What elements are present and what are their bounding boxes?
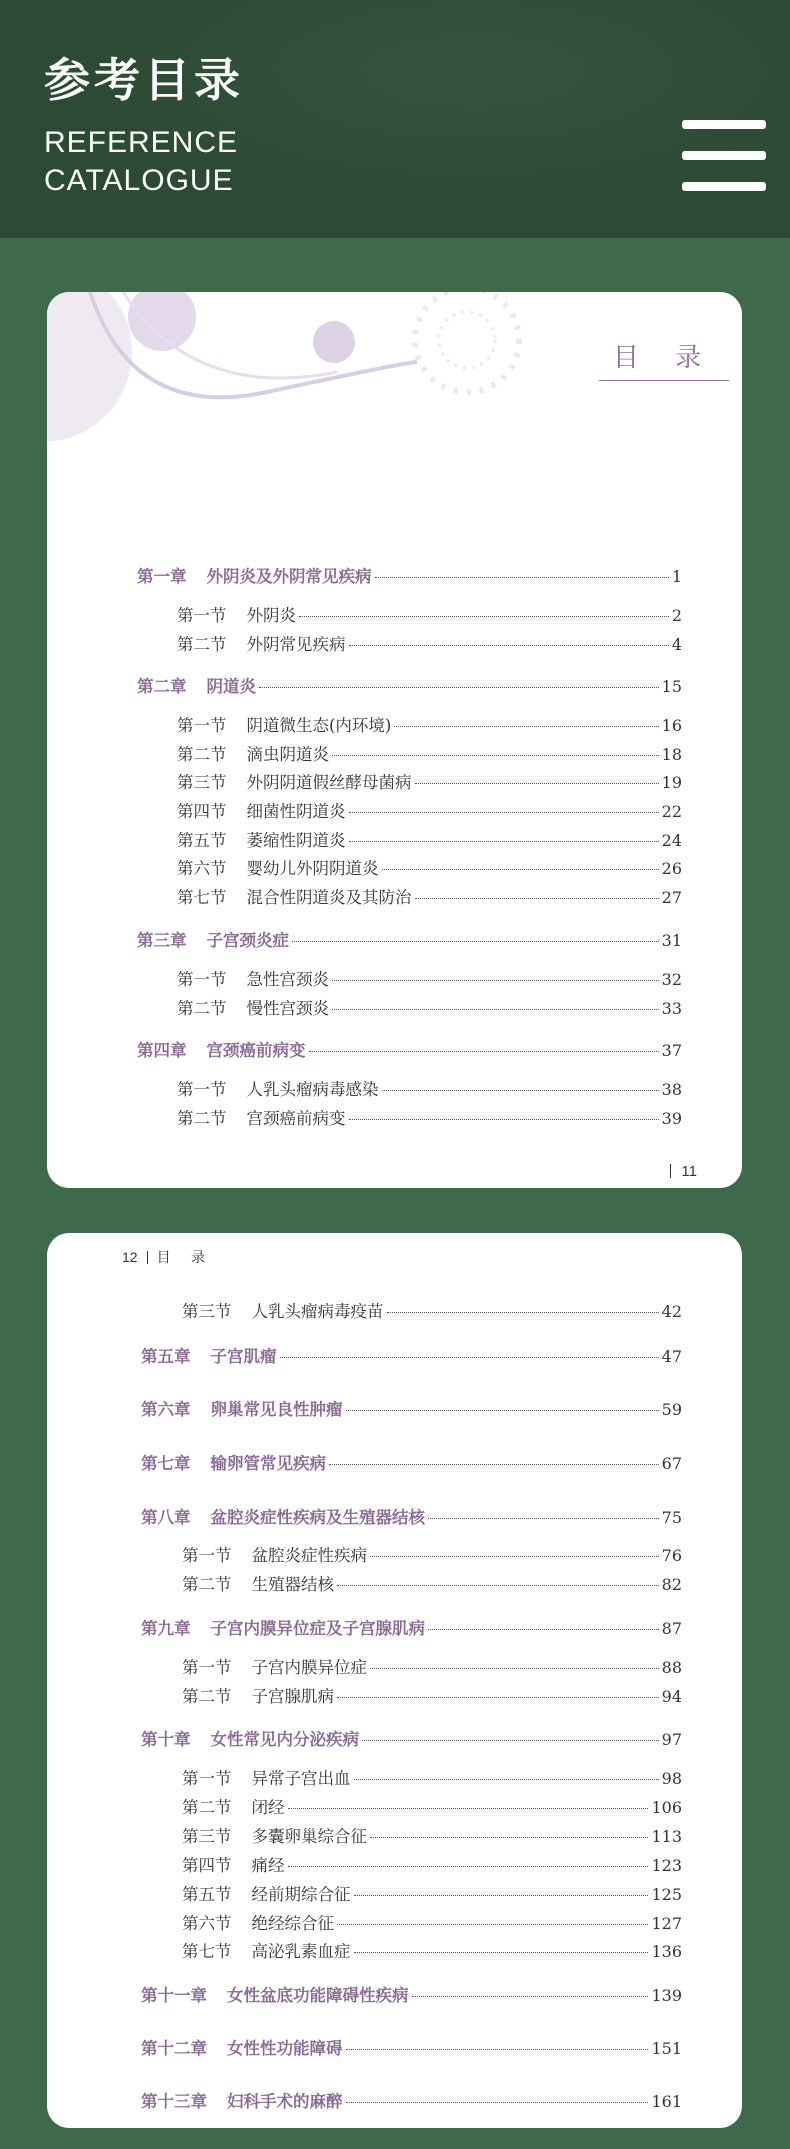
entry-label [141, 1450, 326, 1474]
toc-section-entry[interactable] [182, 1823, 682, 1847]
entry-number: 第五章 [141, 1347, 191, 1366]
entry-number: 第六章 [141, 1400, 191, 1419]
toc-section-entry[interactable] [182, 1938, 682, 1962]
entry-page: 42 [661, 1302, 682, 1321]
dot-leader [370, 1556, 659, 1557]
entry-title: 婴幼儿外阴阴道炎 [246, 859, 379, 878]
toc-section-entry[interactable] [177, 712, 682, 736]
entry-title: 高泌乳素血症 [251, 1942, 351, 1961]
entry-number: 第七节 [182, 1942, 232, 1961]
toc-section-entry[interactable] [182, 1881, 682, 1905]
entry-title: 外阴炎 [246, 606, 296, 625]
entry-label [141, 2088, 343, 2112]
title-english [44, 124, 238, 200]
entry-label [177, 966, 329, 990]
entry-label [177, 827, 346, 851]
entry-title: 人乳头瘤病毒疫苗 [251, 1302, 384, 1321]
entry-label [182, 1794, 285, 1818]
entry-title: 急性宫颈炎 [246, 970, 329, 989]
entry-label [137, 927, 289, 951]
running-head [122, 1247, 213, 1267]
entry-label [141, 1615, 425, 1639]
entry-page: 1 [671, 567, 682, 586]
entry-number: 第六节 [182, 1914, 232, 1933]
dot-leader [280, 1357, 659, 1358]
toc-chapter-entry[interactable] [137, 563, 682, 587]
dot-leader [288, 1866, 649, 1867]
entry-page: 32 [661, 970, 682, 989]
toc-chapter-entry[interactable] [141, 1504, 682, 1528]
entry-number: 第二节 [177, 1109, 227, 1128]
entry-title: 妇科手术的麻醉 [227, 2092, 343, 2111]
page-number: 12 [122, 1249, 138, 1265]
dot-leader [354, 1895, 649, 1896]
entry-number: 第八章 [141, 1508, 191, 1527]
entry-page: 16 [661, 716, 682, 735]
toc-section-entry[interactable] [182, 1794, 682, 1818]
entry-title: 女性常见内分泌疾病 [210, 1730, 359, 1749]
entry-title: 宫颈癌前病变 [206, 1041, 306, 1060]
entry-title: 输卵管常见疾病 [210, 1454, 326, 1473]
entry-label [141, 1982, 409, 2006]
entry-number: 第一节 [177, 716, 227, 735]
dot-leader [346, 2049, 649, 2050]
toc-chapter-entry[interactable] [137, 1037, 682, 1061]
dot-leader [337, 1924, 648, 1925]
entry-title: 子宫肌瘤 [210, 1347, 277, 1366]
entry-label [141, 2035, 343, 2059]
entry-page: 161 [651, 2092, 682, 2111]
entry-label [177, 769, 412, 793]
dot-leader [346, 1410, 659, 1411]
entry-page: 18 [661, 745, 682, 764]
entry-page: 33 [661, 999, 682, 1018]
entry-number: 第二节 [182, 1575, 232, 1594]
entry-label [182, 1654, 367, 1678]
entry-number: 第二节 [177, 635, 227, 654]
toc-chapter-entry[interactable] [141, 1343, 682, 1367]
entry-title: 宫颈癌前病变 [246, 1109, 346, 1128]
toc-section-entry[interactable] [177, 602, 682, 626]
entry-number: 第一节 [182, 1546, 232, 1565]
entry-page: 38 [661, 1080, 682, 1099]
entry-title: 外阴阴道假丝酵母菌病 [246, 773, 412, 792]
toc-section-entry[interactable] [182, 1542, 682, 1566]
toc-chapter-entry[interactable] [137, 927, 682, 951]
entry-label [182, 1938, 351, 1962]
dot-leader [382, 869, 659, 870]
entry-number: 第二节 [177, 999, 227, 1018]
toc-section-entry[interactable] [177, 995, 682, 1019]
entry-number: 第九章 [141, 1619, 191, 1638]
toc-chapter-entry[interactable] [141, 1615, 682, 1639]
entry-number: 第五节 [182, 1885, 232, 1904]
dot-leader [428, 1629, 659, 1630]
entry-label [177, 631, 346, 655]
entry-page: 67 [661, 1454, 682, 1473]
toc-page-11 [47, 292, 742, 1188]
entry-label [177, 995, 329, 1019]
entry-title: 外阴炎及外阴常见疾病 [206, 567, 372, 586]
toc-page-12 [47, 1233, 742, 2128]
entry-number: 第十二章 [141, 2039, 207, 2058]
entry-label [177, 1076, 379, 1100]
entry-title: 外阴常见疾病 [246, 635, 346, 654]
dot-leader [382, 1090, 659, 1091]
toc-section-entry[interactable] [177, 798, 682, 822]
entry-title: 细菌性阴道炎 [246, 802, 346, 821]
entry-number: 第三节 [182, 1827, 232, 1846]
dot-leader [349, 645, 669, 646]
dot-leader [288, 1808, 649, 1809]
entry-page: 151 [651, 2039, 682, 2058]
entry-label [182, 1765, 351, 1789]
entry-page: 82 [661, 1575, 682, 1594]
entry-title: 阴道炎 [206, 677, 256, 696]
entry-page: 22 [661, 802, 682, 821]
dot-leader [309, 1051, 659, 1052]
entry-number: 第一节 [177, 606, 227, 625]
page-header [0, 0, 790, 238]
entry-label [177, 855, 379, 879]
entry-number: 第一节 [177, 1080, 227, 1099]
toc-section-entry[interactable] [177, 855, 682, 879]
dot-leader [370, 1837, 648, 1838]
entry-page: 39 [661, 1109, 682, 1128]
toc-section-entry[interactable] [182, 1852, 682, 1876]
entry-title: 子宫内膜异位症及子宫腺肌病 [210, 1619, 425, 1638]
entry-number: 第一节 [177, 970, 227, 989]
entry-title: 痛经 [251, 1856, 285, 1875]
toc-chapter-entry[interactable] [141, 2088, 682, 2112]
toc-section-entry[interactable] [177, 966, 682, 990]
entry-number: 第六节 [177, 859, 227, 878]
entry-label [177, 741, 329, 765]
entry-number: 第一节 [182, 1658, 232, 1677]
entry-title: 子宫腺肌病 [251, 1687, 334, 1706]
entry-page: 127 [651, 1914, 682, 1933]
entry-label [141, 1726, 359, 1750]
toc-chapter-entry[interactable] [141, 2035, 682, 2059]
entry-number: 第二节 [177, 745, 227, 764]
dot-leader [375, 577, 669, 578]
entry-title: 人乳头瘤病毒感染 [246, 1080, 379, 1099]
toc-section-entry[interactable] [182, 1571, 682, 1595]
entry-number: 第七章 [141, 1454, 191, 1473]
dot-leader [346, 2102, 649, 2103]
dot-leader [370, 1668, 659, 1669]
toc-chapter-entry[interactable] [137, 673, 682, 697]
dot-leader [292, 941, 659, 942]
entry-label [182, 1298, 384, 1322]
entry-label [137, 563, 372, 587]
entry-page: 87 [661, 1619, 682, 1638]
toc-section-entry[interactable] [182, 1765, 682, 1789]
toc-section-entry[interactable] [182, 1654, 682, 1678]
entry-page: 123 [651, 1856, 682, 1875]
entry-page: 76 [661, 1546, 682, 1565]
entry-title: 生殖器结核 [251, 1575, 334, 1594]
entry-page: 31 [661, 931, 682, 950]
entry-number: 第三章 [137, 931, 187, 950]
dot-leader [349, 812, 659, 813]
page-number: 11 [670, 1163, 697, 1180]
dot-leader [394, 726, 658, 727]
entry-number: 第五节 [177, 831, 227, 850]
entry-page: 15 [661, 677, 682, 696]
dot-leader [415, 783, 659, 784]
entry-page: 98 [661, 1769, 682, 1788]
entry-label [137, 1037, 306, 1061]
entry-number: 第一节 [182, 1769, 232, 1788]
entry-label [177, 1105, 346, 1129]
entry-title: 混合性阴道炎及其防治 [246, 888, 412, 907]
toc-chapter-entry[interactable] [141, 1396, 682, 1420]
entry-label [141, 1343, 277, 1367]
toc-chapter-entry[interactable] [141, 1726, 682, 1750]
entry-label [182, 1852, 285, 1876]
entry-page: 24 [661, 831, 682, 850]
toc-section-entry[interactable] [177, 1076, 682, 1100]
entry-title: 滴虫阴道炎 [246, 745, 329, 764]
entry-label [177, 712, 391, 736]
entry-title: 慢性宫颈炎 [246, 999, 329, 1018]
entry-label [141, 1396, 343, 1420]
entry-label [141, 1504, 425, 1528]
running-head-title: 目 录 [156, 1250, 214, 1266]
entry-page: 75 [661, 1508, 682, 1527]
entry-label [177, 884, 412, 908]
dot-leader [332, 1009, 659, 1010]
entry-title: 多囊卵巢综合征 [251, 1827, 367, 1846]
toc-section-entry[interactable] [177, 827, 682, 851]
entry-number: 第十章 [141, 1730, 191, 1749]
entry-page: 97 [661, 1730, 682, 1749]
entry-page: 26 [661, 859, 682, 878]
entry-page: 2 [671, 606, 682, 625]
entry-title: 子宫内膜异位症 [251, 1658, 367, 1677]
entry-page: 59 [661, 1400, 682, 1419]
dot-leader [332, 755, 659, 756]
dot-leader [332, 980, 659, 981]
hamburger-menu-icon[interactable] [682, 120, 766, 192]
entry-number: 第三节 [177, 773, 227, 792]
toc-section-entry[interactable] [182, 1910, 682, 1934]
entry-number: 第十一章 [141, 1986, 207, 2005]
toc-section-entry[interactable] [177, 631, 682, 655]
entry-title: 闭经 [251, 1798, 285, 1817]
entry-page: 4 [671, 635, 682, 654]
entry-number: 第十三章 [141, 2092, 207, 2111]
toc-section-entry[interactable] [177, 1105, 682, 1129]
entry-title: 绝经综合征 [251, 1914, 334, 1933]
entry-label [182, 1683, 334, 1707]
entry-page: 47 [661, 1347, 682, 1366]
dot-leader [354, 1779, 659, 1780]
dot-leader [362, 1740, 659, 1741]
entry-page: 125 [651, 1885, 682, 1904]
entry-page: 37 [661, 1041, 682, 1060]
entry-label [182, 1571, 334, 1595]
dot-leader [349, 1119, 659, 1120]
entry-number: 第一章 [137, 567, 187, 586]
dot-leader [337, 1697, 659, 1698]
entry-title: 盆腔炎症性疾病及生殖器结核 [210, 1508, 425, 1527]
title-chinese: 参考目录 [44, 53, 244, 107]
toc-section-entry[interactable] [177, 884, 682, 908]
dot-leader [329, 1464, 659, 1465]
entry-page: 27 [661, 888, 682, 907]
entry-number: 第四节 [177, 802, 227, 821]
toc-section-entry[interactable] [177, 741, 682, 765]
toc-section-entry[interactable] [177, 769, 682, 793]
dot-leader [412, 1996, 649, 1997]
entry-page: 139 [651, 1986, 682, 2005]
entry-title: 女性盆底功能障碍性疾病 [227, 1986, 409, 2005]
entry-title: 卵巢常见良性肿瘤 [210, 1400, 343, 1419]
entry-number: 第二节 [182, 1798, 232, 1817]
entry-title: 萎缩性阴道炎 [246, 831, 346, 850]
entry-title: 经前期综合征 [251, 1885, 351, 1904]
entry-number: 第四节 [182, 1856, 232, 1875]
entry-title: 异常子宫出血 [251, 1769, 351, 1788]
title-english-line2: CATALOGUE [44, 164, 234, 197]
entry-page: 94 [661, 1687, 682, 1706]
entry-label [177, 798, 346, 822]
dot-leader [259, 687, 659, 688]
dot-leader [415, 898, 659, 899]
toc-title: 目 录 [599, 337, 729, 381]
dot-leader [387, 1312, 659, 1313]
title-english-line1: REFERENCE [44, 126, 239, 159]
dot-leader [337, 1585, 659, 1586]
entry-number: 第七节 [177, 888, 227, 907]
entry-page: 19 [661, 773, 682, 792]
toc-section-entry[interactable] [182, 1683, 682, 1707]
toc-chapter-entry[interactable] [141, 1450, 682, 1474]
entry-label [137, 673, 256, 697]
entry-label [177, 602, 296, 626]
entry-page: 113 [651, 1827, 682, 1846]
toc-section-entry[interactable] [182, 1298, 682, 1322]
entry-title: 阴道微生态(内环境) [246, 716, 392, 735]
entry-number: 第三节 [182, 1302, 232, 1321]
entry-label [182, 1910, 334, 1934]
entry-label [182, 1823, 367, 1847]
dot-leader [354, 1952, 649, 1953]
entry-title: 女性性功能障碍 [227, 2039, 343, 2058]
entry-number: 第四章 [137, 1041, 187, 1060]
toc-chapter-entry[interactable] [141, 1982, 682, 2006]
entry-label [182, 1542, 367, 1566]
dot-leader [428, 1518, 659, 1519]
entry-title: 盆腔炎症性疾病 [251, 1546, 367, 1565]
entry-label [182, 1881, 351, 1905]
entry-page: 106 [651, 1798, 682, 1817]
entry-title: 子宫颈炎症 [206, 931, 289, 950]
entry-number: 第二节 [182, 1687, 232, 1706]
entry-page: 88 [661, 1658, 682, 1677]
dot-leader [299, 616, 669, 617]
entry-number: 第二章 [137, 677, 187, 696]
entry-page: 136 [651, 1942, 682, 1961]
dot-leader [349, 841, 659, 842]
